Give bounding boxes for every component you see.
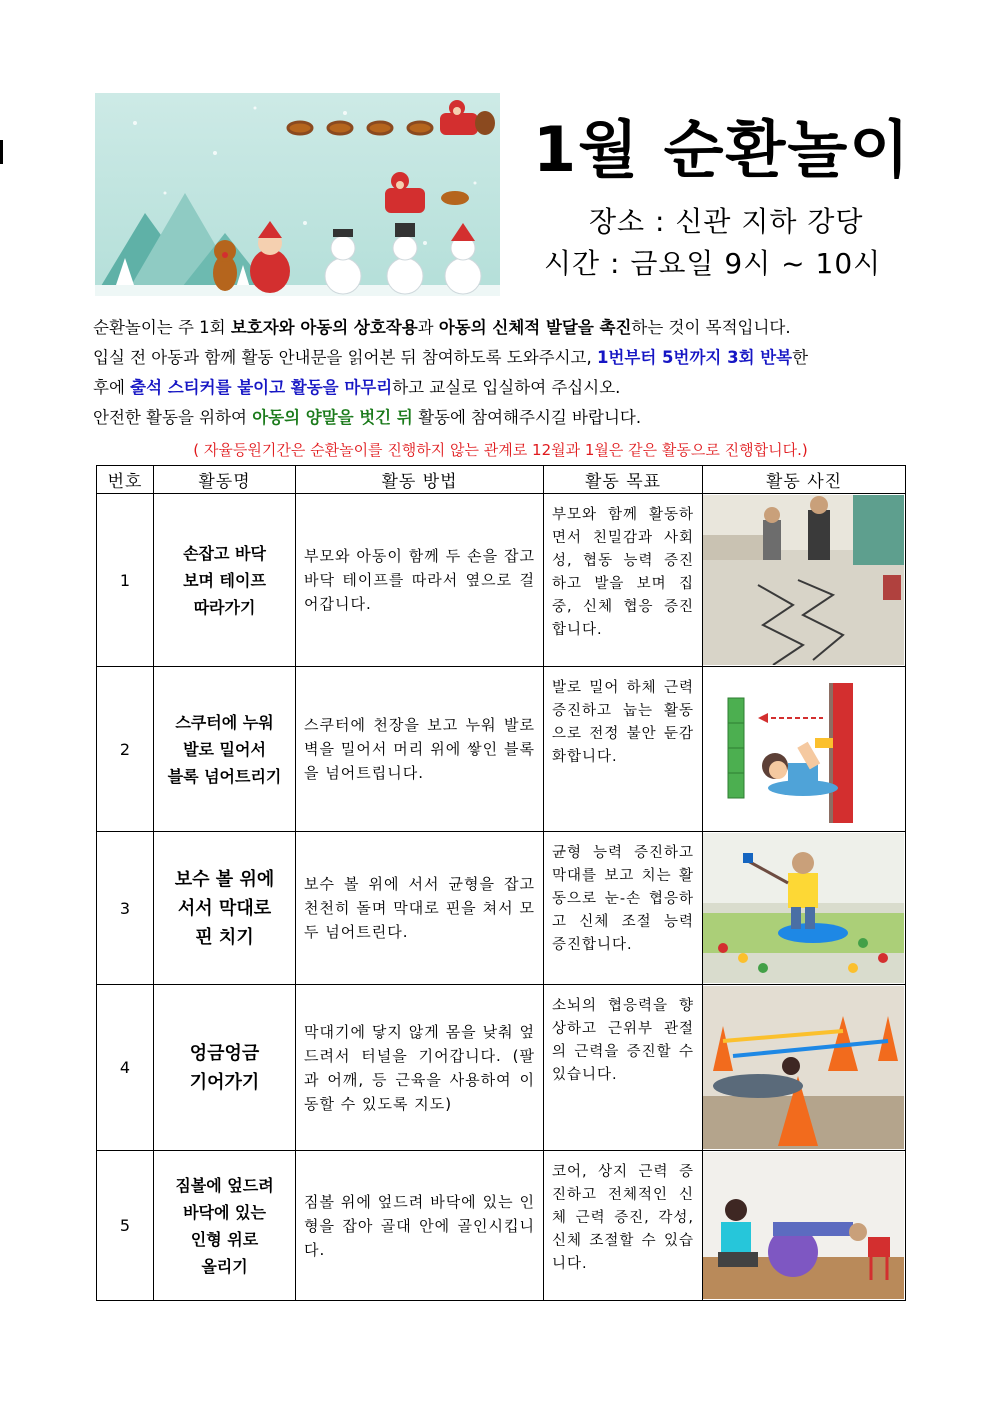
intro-line: 순환놀이는 주 1회 보호자와 아동의 상호작용과 아동의 신체적 발달을 촉진하는 것이 목적입니다. bbox=[93, 318, 791, 337]
tape-walk-photo bbox=[703, 495, 904, 665]
activity-method: 막대기에 닿지 않게 몸을 낮춰 엎드려서 터널을 기어갑니다. (팔과 어깨, 등 근육을 사용하여 이동할 수 있도록 지도) bbox=[296, 985, 544, 1151]
table-header-row bbox=[97, 466, 906, 494]
activity-name: 스쿠터에 누워 발로 밀어서 블록 넘어트리기 bbox=[154, 667, 296, 832]
intro-text bbox=[93, 313, 908, 465]
activity-name: 짐볼에 엎드려 바닥에 있는 인형 위로 올리기 bbox=[154, 1151, 296, 1301]
header-activity-photo: 활동 사진 bbox=[703, 466, 906, 494]
header-activity-name: 활동명 bbox=[154, 466, 296, 494]
crawl-tunnel-photo bbox=[703, 986, 904, 1149]
activity-number: 3 bbox=[97, 832, 154, 985]
table-row bbox=[97, 494, 906, 667]
activity-number: 1 bbox=[97, 494, 154, 667]
page-title: 1월 순환놀이 bbox=[533, 113, 912, 186]
activity-photo bbox=[703, 985, 906, 1151]
activity-method: 보수 볼 위에 서서 균형을 잡고 천천히 돌며 막대로 핀을 쳐서 모두 넘어트린다. bbox=[296, 832, 544, 985]
intro-line: 입실 전 아동과 함께 활동 안내문을 읽어본 뒤 참여하도록 도와주시고, 1번부터 5번까지 3회 반복한 bbox=[93, 348, 809, 367]
activity-number: 5 bbox=[97, 1151, 154, 1301]
intro-line: 후에 출석 스티커를 붙이고 활동을 마무리하고 교실로 입실하여 주십시오. bbox=[93, 378, 621, 397]
scooter-push-illustration bbox=[703, 668, 904, 830]
activity-goal: 소뇌의 협응력을 향상하고 근위부 관절의 근력을 증진할 수 있습니다. bbox=[544, 985, 703, 1151]
page-edge-mark bbox=[0, 140, 3, 164]
activity-photo bbox=[703, 667, 906, 832]
header-activity-goal: 활동 목표 bbox=[544, 466, 703, 494]
notice-text: ( 자율등원기간은 순환놀이를 진행하지 않는 관계로 12월과 1월은 같은 활동으로 진행합니다.) bbox=[193, 441, 808, 459]
activity-photo bbox=[703, 494, 906, 667]
christmas-banner-image bbox=[95, 93, 500, 296]
activity-goal: 코어, 상지 근력 증진하고 전체적인 신체 근력 증진, 각성, 신체 조절할 수 있습니다. bbox=[544, 1151, 703, 1301]
activity-method: 부모와 아동이 함께 두 손을 잡고 바닥 테이프를 따라서 옆으로 걸어갑니다. bbox=[296, 494, 544, 667]
time-info: 시간 : 금요일 9시 ~ 10시 bbox=[544, 247, 882, 280]
place-info: 장소 : 신관 지하 강당 bbox=[589, 205, 864, 238]
activity-method: 짐볼 위에 엎드려 바닥에 있는 인형을 잡아 골대 안에 골인시킵니다. bbox=[296, 1151, 544, 1301]
activity-table bbox=[96, 465, 906, 1301]
activity-method: 스쿠터에 천장을 보고 누워 발로 벽을 밀어서 머리 위에 쌓인 블록을 넘어트립니다. bbox=[296, 667, 544, 832]
header-activity-method: 활동 방법 bbox=[296, 466, 544, 494]
activity-goal: 부모와 함께 활동하면서 친밀감과 사회성, 협동 능력 증진하고 발을 보며 집중, 신체 협응 증진합니다. bbox=[544, 494, 703, 667]
table-row bbox=[97, 832, 906, 985]
intro-line: 안전한 활동을 위하여 아동의 양말을 벗긴 뒤 활동에 참여해주시길 바랍니다. bbox=[93, 408, 642, 427]
activity-goal: 균형 능력 증진하고 막대를 보고 치는 활동으로 눈-손 협응하고 신체 조절 능력 증진합니다. bbox=[544, 832, 703, 985]
table-row bbox=[97, 667, 906, 832]
table-row bbox=[97, 985, 906, 1151]
activity-name: 엉금엉금 기어가기 bbox=[154, 985, 296, 1151]
activity-number: 4 bbox=[97, 985, 154, 1151]
activity-number: 2 bbox=[97, 667, 154, 832]
gym-ball-photo bbox=[703, 1152, 904, 1299]
activity-name: 보수 볼 위에 서서 막대로 핀 치기 bbox=[154, 832, 296, 985]
bosu-ball-photo bbox=[703, 833, 904, 983]
activity-goal: 발로 밀어 하체 근력 증진하고 눕는 활동으로 전정 불안 둔감화합니다. bbox=[544, 667, 703, 832]
activity-name: 손잡고 바닥 보며 테이프 따라가기 bbox=[154, 494, 296, 667]
activity-photo bbox=[703, 832, 906, 985]
header-number: 번호 bbox=[97, 466, 154, 494]
activity-photo bbox=[703, 1151, 906, 1301]
table-row bbox=[97, 1151, 906, 1301]
